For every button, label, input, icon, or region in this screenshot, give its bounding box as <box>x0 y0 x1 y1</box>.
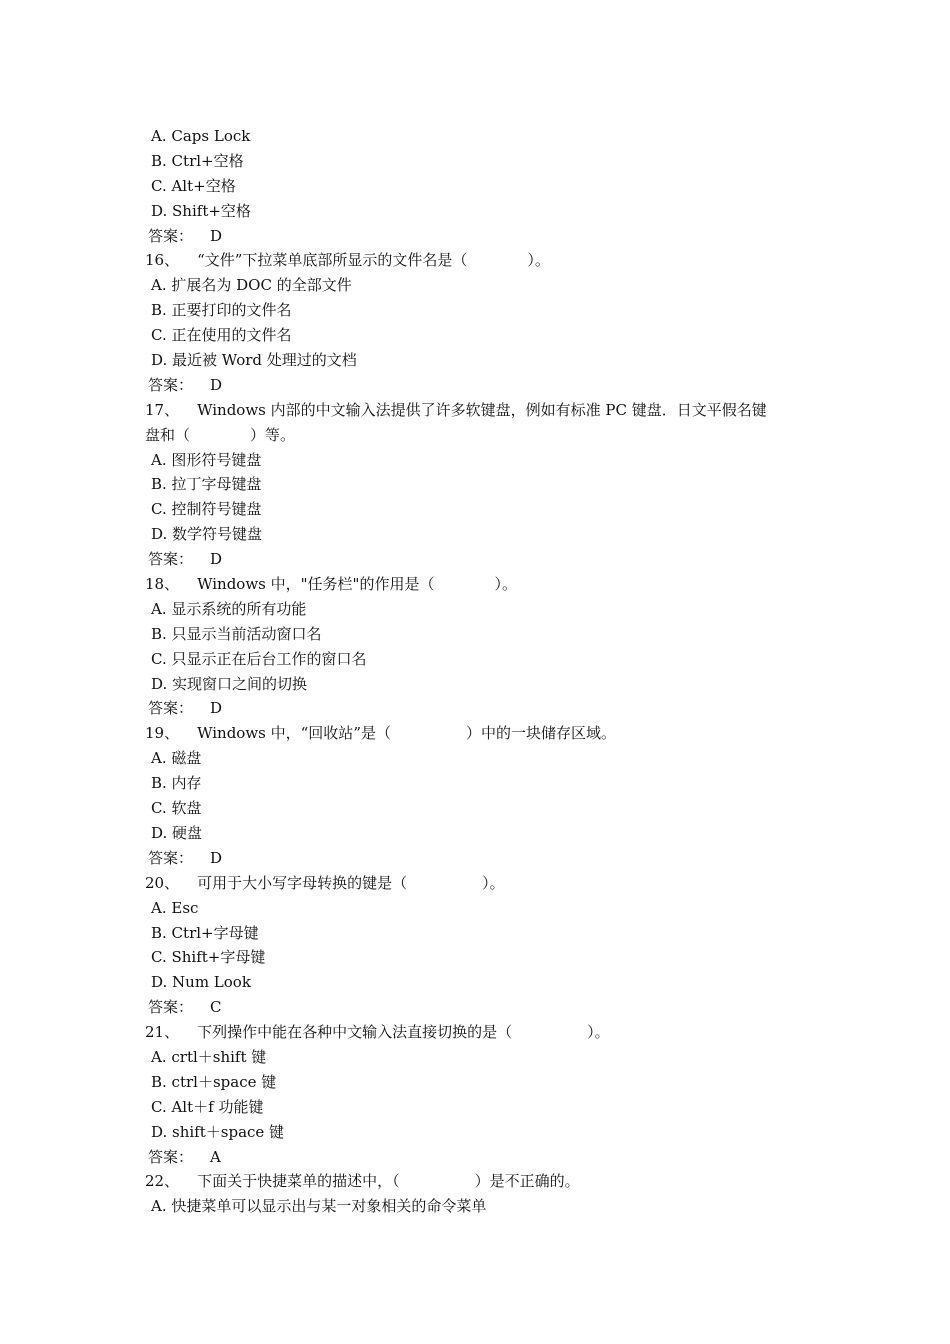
option-line: B. 正要打印的文件名 <box>151 301 292 320</box>
option-line: B. 只显示当前活动窗口名 <box>151 624 322 643</box>
answer-line <box>0 547 950 572</box>
option-line: D. shift＋space 键 <box>151 1122 285 1141</box>
answer-value: D <box>210 848 223 867</box>
option-line: B. 拉丁字母键盘 <box>151 475 262 494</box>
option-line: D. Shift+空格 <box>151 201 251 220</box>
option-line: A. 快捷菜单可以显示出与某一对象相关的命令菜单 <box>151 1197 487 1216</box>
answer-label: 答案： <box>148 375 194 394</box>
answer-line <box>0 995 950 1020</box>
answer-line <box>0 373 950 398</box>
question-line <box>0 1169 950 1194</box>
question-text: Windows 中，“回收站”是（ ）中的一块储存区域。 <box>197 724 616 743</box>
option-line: A. 图形符号键盘 <box>151 450 262 469</box>
option-line: D. 实现窗口之间的切换 <box>151 674 308 693</box>
answer-value: D <box>210 550 223 569</box>
option-line: C. Alt+空格 <box>151 176 236 195</box>
answer-value: D <box>210 699 223 718</box>
option-line: C. 软盘 <box>151 799 202 818</box>
question-text: 下列操作中能在各种中文输入法直接切换的是（ ）。 <box>197 1023 610 1042</box>
answer-line <box>0 1145 950 1170</box>
answer-label: 答案： <box>148 1147 194 1166</box>
option-line: B. Ctrl+字母键 <box>151 923 259 942</box>
question-text: Windows 内部的中文输入法提供了许多软键盘，例如有标准 PC 键盘．日文平假名键 <box>197 400 767 419</box>
question-line <box>0 572 950 597</box>
question-line <box>0 871 950 896</box>
option-line: C. Alt＋f 功能键 <box>151 1097 264 1116</box>
question-number: 19、 <box>145 724 180 743</box>
question-number: 21、 <box>145 1023 180 1042</box>
option-line: A. 磁盘 <box>151 749 202 768</box>
question-line <box>0 1020 950 1045</box>
option-line: A. 显示系统的所有功能 <box>151 599 307 618</box>
question-line <box>0 721 950 746</box>
option-line: B. Ctrl+空格 <box>151 151 244 170</box>
question-line <box>0 398 950 423</box>
option-line: C. 只显示正在后台工作的窗口名 <box>151 649 367 668</box>
answer-value: C <box>210 998 222 1017</box>
option-line: D. 硬盘 <box>151 823 203 842</box>
answer-line <box>0 224 950 249</box>
answer-label: 答案： <box>148 550 194 569</box>
question-text: 可用于大小写字母转换的键是（ ）。 <box>197 873 505 892</box>
document-page <box>0 124 950 1219</box>
answer-value: D <box>210 375 223 394</box>
answer-line <box>0 696 950 721</box>
question-number: 16、 <box>145 251 180 270</box>
option-line: B. ctrl＋space 键 <box>151 1072 277 1091</box>
option-line: D. Num Look <box>151 973 251 992</box>
answer-label: 答案： <box>148 226 194 245</box>
option-line: C. 正在使用的文件名 <box>151 326 292 345</box>
question-text: “文件”下拉菜单底部所显示的文件名是（ ）。 <box>197 251 550 270</box>
answer-value: D <box>210 226 223 245</box>
question-number: 17、 <box>145 400 180 419</box>
question-line <box>0 248 950 273</box>
question-number: 20、 <box>145 873 180 892</box>
question-number: 18、 <box>145 575 180 594</box>
answer-label: 答案： <box>148 998 194 1017</box>
answer-value: A <box>210 1147 221 1166</box>
question-number: 22、 <box>145 1172 180 1191</box>
option-line: A. 扩展名为 DOC 的全部文件 <box>151 276 352 295</box>
option-line: C. 控制符号键盘 <box>151 500 262 519</box>
option-line: C. Shift+字母键 <box>151 948 266 967</box>
question-text: Windows 中，"任务栏"的作用是（ ）。 <box>197 575 517 594</box>
option-line: A. Caps Lock <box>151 127 251 145</box>
option-line: D. 最近被 Word 处理过的文档 <box>151 351 357 370</box>
option-line: A. crtl＋shift 键 <box>151 1047 267 1066</box>
answer-line <box>0 846 950 871</box>
option-line: B. 内存 <box>151 774 202 793</box>
answer-label: 答案： <box>148 848 194 867</box>
question-text-continued: 盘和（ ）等。 <box>145 425 296 444</box>
question-text: 下面关于快捷菜单的描述中，（ ）是不正确的。 <box>197 1172 580 1191</box>
answer-label: 答案： <box>148 699 194 718</box>
option-line: A. Esc <box>151 898 199 917</box>
option-line: D. 数学符号键盘 <box>151 525 263 544</box>
